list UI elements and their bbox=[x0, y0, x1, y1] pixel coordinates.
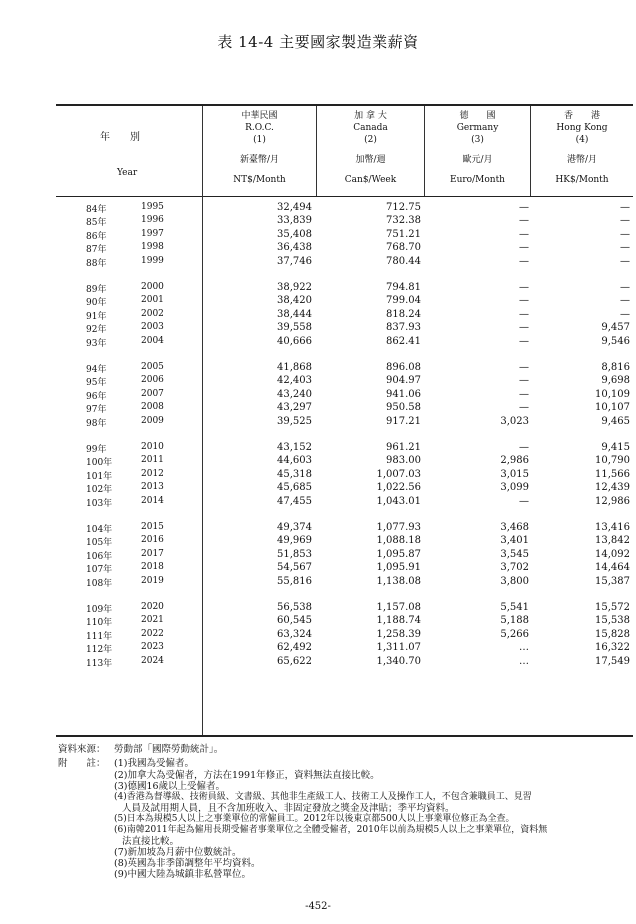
ad-year-cell: 2019 bbox=[141, 575, 164, 586]
page-title: 表 14-4 主要國家製造業薪資 bbox=[217, 33, 419, 51]
hongkong-wage-cell: 13,842 bbox=[595, 535, 630, 547]
germany-wage-cell: — bbox=[519, 215, 529, 227]
hongkong-wage-cell: — bbox=[620, 308, 630, 320]
roc-year-cell: 89年 bbox=[86, 285, 107, 295]
roc-wage-cell: 44,603 bbox=[277, 455, 312, 467]
germany-wage-cell: — bbox=[519, 495, 529, 507]
hongkong-wage-cell: 8,816 bbox=[601, 362, 630, 373]
table-row bbox=[56, 362, 633, 376]
ad-year-cell: 2014 bbox=[141, 495, 164, 506]
canada-wage-cell: 983.00 bbox=[386, 455, 421, 467]
column-name-zh: 德 國 bbox=[459, 111, 496, 121]
germany-wage-cell: — bbox=[519, 322, 529, 334]
hongkong-wage-cell: 9,546 bbox=[601, 335, 630, 347]
roc-wage-cell: 49,969 bbox=[277, 535, 312, 547]
table-row bbox=[56, 522, 633, 536]
ad-year-cell: 2020 bbox=[141, 602, 164, 612]
ad-year-cell: 1995 bbox=[141, 202, 164, 212]
roc-year-cell: 93年 bbox=[86, 338, 107, 349]
germany-wage-cell: — bbox=[519, 255, 529, 267]
column-name-en: R.O.C. bbox=[245, 123, 274, 133]
column-name-zh: 加 拿 大 bbox=[354, 111, 387, 121]
ad-year-cell: 2001 bbox=[141, 295, 164, 306]
roc-wage-cell: 37,746 bbox=[277, 255, 312, 267]
ad-year-cell: 2006 bbox=[141, 375, 164, 386]
column-number: (2) bbox=[364, 135, 377, 145]
table-row bbox=[56, 562, 633, 576]
roc-wage-cell: 43,297 bbox=[277, 402, 312, 414]
germany-wage-cell: … bbox=[519, 642, 529, 654]
roc-year-cell: 96年 bbox=[86, 391, 107, 402]
hongkong-wage-cell: 9,698 bbox=[601, 375, 630, 387]
germany-wage-cell: — bbox=[519, 402, 529, 414]
canada-wage-cell: 1,138.08 bbox=[376, 575, 421, 587]
roc-wage-cell: 39,525 bbox=[277, 415, 312, 427]
column-header-canada bbox=[317, 110, 424, 186]
roc-year-cell: 111年 bbox=[86, 631, 113, 642]
roc-year-cell: 85年 bbox=[86, 218, 107, 229]
hongkong-wage-cell: 14,464 bbox=[595, 562, 630, 574]
table-row bbox=[56, 229, 633, 243]
ad-year-cell: 2023 bbox=[141, 642, 164, 653]
roc-year-cell: 95年 bbox=[86, 378, 107, 389]
germany-wage-cell: … bbox=[519, 655, 529, 667]
ad-year-cell: 2024 bbox=[141, 655, 164, 666]
roc-wage-cell: 55,816 bbox=[277, 575, 312, 587]
roc-year-cell: 90年 bbox=[86, 298, 107, 309]
table-bottom-rule bbox=[56, 735, 633, 737]
hongkong-wage-cell: — bbox=[620, 242, 630, 254]
year-header: 年 別 bbox=[100, 132, 140, 143]
table-row bbox=[56, 256, 633, 270]
note-line: (8)英國為非季節調整年平均資料。 bbox=[114, 858, 261, 869]
table-row bbox=[56, 535, 633, 549]
canada-wage-cell: 751.21 bbox=[386, 228, 421, 240]
roc-wage-cell: 38,420 bbox=[277, 295, 312, 307]
ad-year-cell: 2021 bbox=[141, 615, 164, 626]
hongkong-wage-cell: 16,322 bbox=[595, 642, 630, 654]
roc-wage-cell: 56,538 bbox=[277, 602, 312, 613]
hongkong-wage-cell: 10,790 bbox=[595, 455, 630, 467]
roc-wage-cell: 47,455 bbox=[277, 495, 312, 507]
roc-year-cell: 105年 bbox=[86, 538, 113, 549]
column-name-en: Hong Kong bbox=[556, 123, 608, 133]
hongkong-wage-cell: — bbox=[620, 215, 630, 227]
germany-wage-cell: — bbox=[519, 362, 529, 373]
roc-year-cell: 101年 bbox=[86, 471, 113, 482]
germany-wage-cell: 2,986 bbox=[500, 455, 529, 467]
roc-year-cell: 94年 bbox=[86, 365, 107, 375]
germany-wage-cell: 5,188 bbox=[500, 615, 529, 627]
germany-wage-cell: 3,545 bbox=[500, 548, 529, 560]
canada-wage-cell: 712.75 bbox=[386, 202, 421, 213]
roc-year-cell: 100年 bbox=[86, 458, 113, 469]
ad-year-cell: 2003 bbox=[141, 322, 164, 333]
hongkong-wage-cell: 10,109 bbox=[595, 388, 630, 400]
note-line: (3)德國16歲以上受僱者。 bbox=[114, 781, 226, 792]
roc-wage-cell: 43,152 bbox=[277, 442, 312, 453]
note-line: (1)我國為受僱者。 bbox=[114, 758, 194, 769]
roc-wage-cell: 60,545 bbox=[277, 615, 312, 627]
column-header-germany bbox=[425, 110, 530, 186]
canada-wage-cell: 904.97 bbox=[386, 375, 421, 387]
note-line: (5)日本為規模5人以上之事業單位的常僱員工。2012年以後東京都500人以上事業單位修正為全查。 bbox=[114, 814, 515, 824]
roc-wage-cell: 42,403 bbox=[277, 375, 312, 387]
roc-year-cell: 108年 bbox=[86, 578, 113, 589]
table-row bbox=[56, 322, 633, 336]
hongkong-wage-cell: — bbox=[620, 255, 630, 267]
table-row bbox=[56, 629, 633, 643]
table-row bbox=[56, 202, 633, 216]
canada-wage-cell: 950.58 bbox=[386, 402, 421, 414]
table-row bbox=[56, 309, 633, 323]
germany-wage-cell: 3,023 bbox=[500, 415, 529, 427]
roc-year-cell: 87年 bbox=[86, 245, 107, 256]
ad-year-cell: 1996 bbox=[141, 215, 164, 226]
source-label: 資料來源： bbox=[58, 744, 106, 755]
header-bottom-rule bbox=[56, 196, 633, 197]
canada-wage-cell: 799.04 bbox=[386, 295, 421, 307]
table-row bbox=[56, 642, 633, 656]
note-line: 法直接比較。 bbox=[122, 836, 180, 847]
roc-wage-cell: 32,494 bbox=[277, 202, 312, 213]
table-row bbox=[56, 389, 633, 403]
hongkong-wage-cell: 15,572 bbox=[595, 602, 630, 613]
ad-year-cell: 2004 bbox=[141, 335, 164, 346]
germany-wage-cell: 3,015 bbox=[500, 468, 529, 480]
germany-wage-cell: 3,468 bbox=[500, 522, 529, 533]
roc-year-cell: 103年 bbox=[86, 498, 113, 509]
note-line: (7)新加坡為月薪中位數統計。 bbox=[114, 847, 242, 858]
roc-year-cell: 88年 bbox=[86, 258, 107, 269]
ad-year-cell: 2002 bbox=[141, 308, 164, 319]
page-number: -452- bbox=[305, 901, 331, 912]
canada-wage-cell: 780.44 bbox=[386, 255, 421, 267]
hongkong-wage-cell: — bbox=[620, 202, 630, 213]
table-row bbox=[56, 469, 633, 483]
germany-wage-cell: 3,702 bbox=[500, 562, 529, 574]
column-unit-zh: 港幣/月 bbox=[566, 155, 598, 165]
roc-year-cell: 112年 bbox=[86, 645, 113, 656]
germany-wage-cell: — bbox=[519, 442, 529, 453]
ad-year-cell: 2013 bbox=[141, 482, 164, 493]
column-unit-zh: 新臺幣/月 bbox=[239, 155, 280, 165]
roc-wage-cell: 33,839 bbox=[277, 215, 312, 227]
ad-year-cell: 1998 bbox=[141, 242, 164, 253]
column-unit-en: NT$/Month bbox=[233, 175, 286, 185]
ad-year-cell: 1997 bbox=[141, 228, 164, 239]
hongkong-wage-cell: 11,566 bbox=[595, 468, 630, 480]
roc-year-cell: 104年 bbox=[86, 525, 113, 535]
note-line: 人員及試用期人員，且不含加班收入、非固定發放之獎金及津貼；季平均資料。 bbox=[122, 803, 455, 814]
table-row bbox=[56, 242, 633, 256]
column-number: (4) bbox=[575, 135, 589, 145]
roc-year-cell: 86年 bbox=[86, 231, 107, 242]
column-name-en: Germany bbox=[456, 123, 499, 133]
roc-wage-cell: 51,853 bbox=[277, 548, 312, 560]
table-row bbox=[56, 442, 633, 456]
roc-year-cell: 92年 bbox=[86, 325, 107, 336]
canada-wage-cell: 1,095.87 bbox=[376, 548, 421, 560]
table-row bbox=[56, 602, 633, 616]
roc-year-cell: 109年 bbox=[86, 605, 113, 615]
roc-year-cell: 84年 bbox=[86, 205, 107, 215]
ad-year-cell: 2022 bbox=[141, 628, 164, 639]
ad-year-cell: 2018 bbox=[141, 562, 164, 573]
roc-year-cell: 107年 bbox=[86, 565, 113, 576]
column-unit-en: HK$/Month bbox=[555, 175, 609, 185]
source-text: 勞動部「國際勞動統計」。 bbox=[114, 744, 224, 755]
canada-wage-cell: 961.21 bbox=[386, 442, 421, 453]
roc-wage-cell: 35,408 bbox=[277, 228, 312, 240]
table-row bbox=[56, 455, 633, 469]
canada-wage-cell: 941.06 bbox=[386, 388, 421, 400]
canada-wage-cell: 1,258.39 bbox=[376, 628, 421, 640]
canada-wage-cell: 1,022.56 bbox=[376, 482, 421, 494]
column-name-en: Canada bbox=[353, 123, 388, 133]
table-row bbox=[56, 615, 633, 629]
table-row bbox=[56, 215, 633, 229]
roc-wage-cell: 45,318 bbox=[277, 468, 312, 480]
table-row bbox=[56, 482, 633, 496]
canada-wage-cell: 1,311.07 bbox=[376, 642, 421, 654]
ad-year-cell: 2017 bbox=[141, 548, 164, 559]
ad-year-cell: 2011 bbox=[141, 455, 164, 466]
germany-wage-cell: — bbox=[519, 388, 529, 400]
roc-wage-cell: 41,868 bbox=[277, 362, 312, 373]
hongkong-wage-cell: 9,465 bbox=[601, 415, 630, 427]
hongkong-wage-cell: 14,092 bbox=[595, 548, 630, 560]
roc-wage-cell: 43,240 bbox=[277, 388, 312, 400]
hongkong-wage-cell: — bbox=[620, 282, 630, 293]
ad-year-cell: 2015 bbox=[141, 522, 164, 532]
canada-wage-cell: 794.81 bbox=[386, 282, 421, 293]
ad-year-cell: 2009 bbox=[141, 415, 164, 426]
canada-wage-cell: 862.41 bbox=[386, 335, 421, 347]
ad-year-cell: 2000 bbox=[141, 282, 164, 292]
canada-wage-cell: 917.21 bbox=[386, 415, 421, 427]
germany-wage-cell: 3,401 bbox=[500, 535, 529, 547]
table-row bbox=[56, 295, 633, 309]
column-unit-zh: 歐元/月 bbox=[462, 155, 493, 165]
table-row bbox=[56, 282, 633, 296]
table-row bbox=[56, 496, 633, 510]
column-header-roc bbox=[203, 110, 316, 186]
table-top-rule bbox=[56, 104, 633, 106]
germany-wage-cell: 5,266 bbox=[500, 628, 529, 640]
canada-wage-cell: 1,340.70 bbox=[376, 655, 421, 667]
roc-year-cell: 91年 bbox=[86, 311, 107, 322]
hongkong-wage-cell: — bbox=[620, 295, 630, 307]
hongkong-wage-cell: 17,549 bbox=[595, 655, 630, 667]
column-number: (3) bbox=[471, 135, 484, 145]
column-number: (1) bbox=[253, 135, 266, 145]
canada-wage-cell: 1,077.93 bbox=[376, 522, 421, 533]
roc-wage-cell: 40,666 bbox=[277, 335, 312, 347]
roc-wage-cell: 62,492 bbox=[277, 642, 312, 654]
ad-year-cell: 2007 bbox=[141, 388, 164, 399]
ad-year-cell: 2012 bbox=[141, 468, 164, 479]
roc-wage-cell: 39,558 bbox=[277, 322, 312, 334]
roc-wage-cell: 36,438 bbox=[277, 242, 312, 254]
hongkong-wage-cell: 15,387 bbox=[595, 575, 630, 587]
germany-wage-cell: — bbox=[519, 242, 529, 254]
note-line: (4)香港為督導級、技術員級、文書級、其他非生產級工人、技術工人及操作工人，不包含兼職員工、見習 bbox=[114, 792, 532, 802]
column-header-hongkong bbox=[531, 110, 633, 186]
germany-wage-cell: 3,800 bbox=[500, 575, 529, 587]
canada-wage-cell: 1,007.03 bbox=[376, 468, 421, 480]
canada-wage-cell: 1,188.74 bbox=[376, 615, 421, 627]
table-row bbox=[56, 336, 633, 350]
hongkong-wage-cell: 12,439 bbox=[595, 482, 630, 494]
column-unit-en: Can$/Week bbox=[344, 175, 397, 185]
footnotes bbox=[58, 744, 633, 880]
roc-year-cell: 98年 bbox=[86, 418, 107, 429]
canada-wage-cell: 1,043.01 bbox=[376, 495, 421, 507]
hongkong-wage-cell: 15,538 bbox=[595, 615, 630, 627]
hongkong-wage-cell: 9,415 bbox=[601, 442, 630, 453]
table-row bbox=[56, 656, 633, 670]
roc-year-cell: 97年 bbox=[86, 405, 107, 416]
ad-year-cell: 1999 bbox=[141, 255, 164, 266]
column-name-zh: 香 港 bbox=[563, 111, 600, 121]
roc-wage-cell: 45,685 bbox=[277, 482, 312, 494]
canada-wage-cell: 837.93 bbox=[386, 322, 421, 334]
hongkong-wage-cell: 15,828 bbox=[595, 628, 630, 640]
note-line: (2)加拿大為受僱者，方法在1991年修正，資料無法直接比較。 bbox=[114, 770, 380, 781]
canada-wage-cell: 732.38 bbox=[386, 215, 421, 227]
table-row bbox=[56, 549, 633, 563]
hongkong-wage-cell: 12,986 bbox=[595, 495, 630, 507]
ad-year-cell: 2016 bbox=[141, 535, 164, 546]
germany-wage-cell: — bbox=[519, 375, 529, 387]
germany-wage-cell: — bbox=[519, 335, 529, 347]
germany-wage-cell: 3,099 bbox=[500, 482, 529, 494]
roc-wage-cell: 38,444 bbox=[277, 308, 312, 320]
roc-wage-cell: 65,622 bbox=[277, 655, 312, 667]
table-row bbox=[56, 375, 633, 389]
table-row bbox=[56, 402, 633, 416]
hongkong-wage-cell: 13,416 bbox=[595, 522, 630, 533]
germany-wage-cell: — bbox=[519, 308, 529, 320]
roc-year-cell: 102年 bbox=[86, 485, 113, 496]
ad-year-cell: 2005 bbox=[141, 362, 164, 372]
ad-year-cell: 2010 bbox=[141, 442, 164, 452]
roc-wage-cell: 49,374 bbox=[277, 522, 312, 533]
roc-year-cell: 99年 bbox=[86, 445, 107, 455]
germany-wage-cell: — bbox=[519, 202, 529, 213]
roc-wage-cell: 38,922 bbox=[277, 282, 312, 293]
roc-wage-cell: 54,567 bbox=[277, 562, 312, 574]
hongkong-wage-cell: 9,457 bbox=[601, 322, 630, 334]
column-unit-zh: 加幣/週 bbox=[355, 155, 386, 165]
canada-wage-cell: 1,088.18 bbox=[376, 535, 421, 547]
column-unit-en: Euro/Month bbox=[450, 175, 505, 185]
column-name-zh: 中華民國 bbox=[241, 111, 278, 121]
roc-year-cell: 110年 bbox=[86, 618, 113, 629]
hongkong-wage-cell: — bbox=[620, 228, 630, 240]
roc-year-cell: 106年 bbox=[86, 551, 113, 562]
note-line: (9)中國大陸為城鎮非私營單位。 bbox=[114, 869, 251, 880]
canada-wage-cell: 896.08 bbox=[386, 362, 421, 373]
germany-wage-cell: — bbox=[519, 282, 529, 293]
canada-wage-cell: 768.70 bbox=[386, 242, 421, 254]
table-row bbox=[56, 576, 633, 590]
year-header-en: Year bbox=[117, 168, 138, 178]
germany-wage-cell: 5,541 bbox=[500, 602, 529, 613]
hongkong-wage-cell: 10,107 bbox=[595, 402, 630, 414]
canada-wage-cell: 818.24 bbox=[386, 308, 421, 320]
roc-wage-cell: 63,324 bbox=[277, 628, 312, 640]
canada-wage-cell: 1,095.91 bbox=[376, 562, 421, 574]
roc-year-cell: 113年 bbox=[86, 658, 113, 669]
germany-wage-cell: — bbox=[519, 295, 529, 307]
ad-year-cell: 2008 bbox=[141, 402, 164, 413]
table-row bbox=[56, 416, 633, 430]
note-label: 附 註： bbox=[58, 758, 106, 769]
note-line: (6)南韓2011年起為僱用長期受僱者事業單位之全體受僱者，2010年以前為規模5人以上之事業單位，資料無 bbox=[114, 825, 548, 835]
germany-wage-cell: — bbox=[519, 228, 529, 240]
canada-wage-cell: 1,157.08 bbox=[376, 602, 421, 613]
